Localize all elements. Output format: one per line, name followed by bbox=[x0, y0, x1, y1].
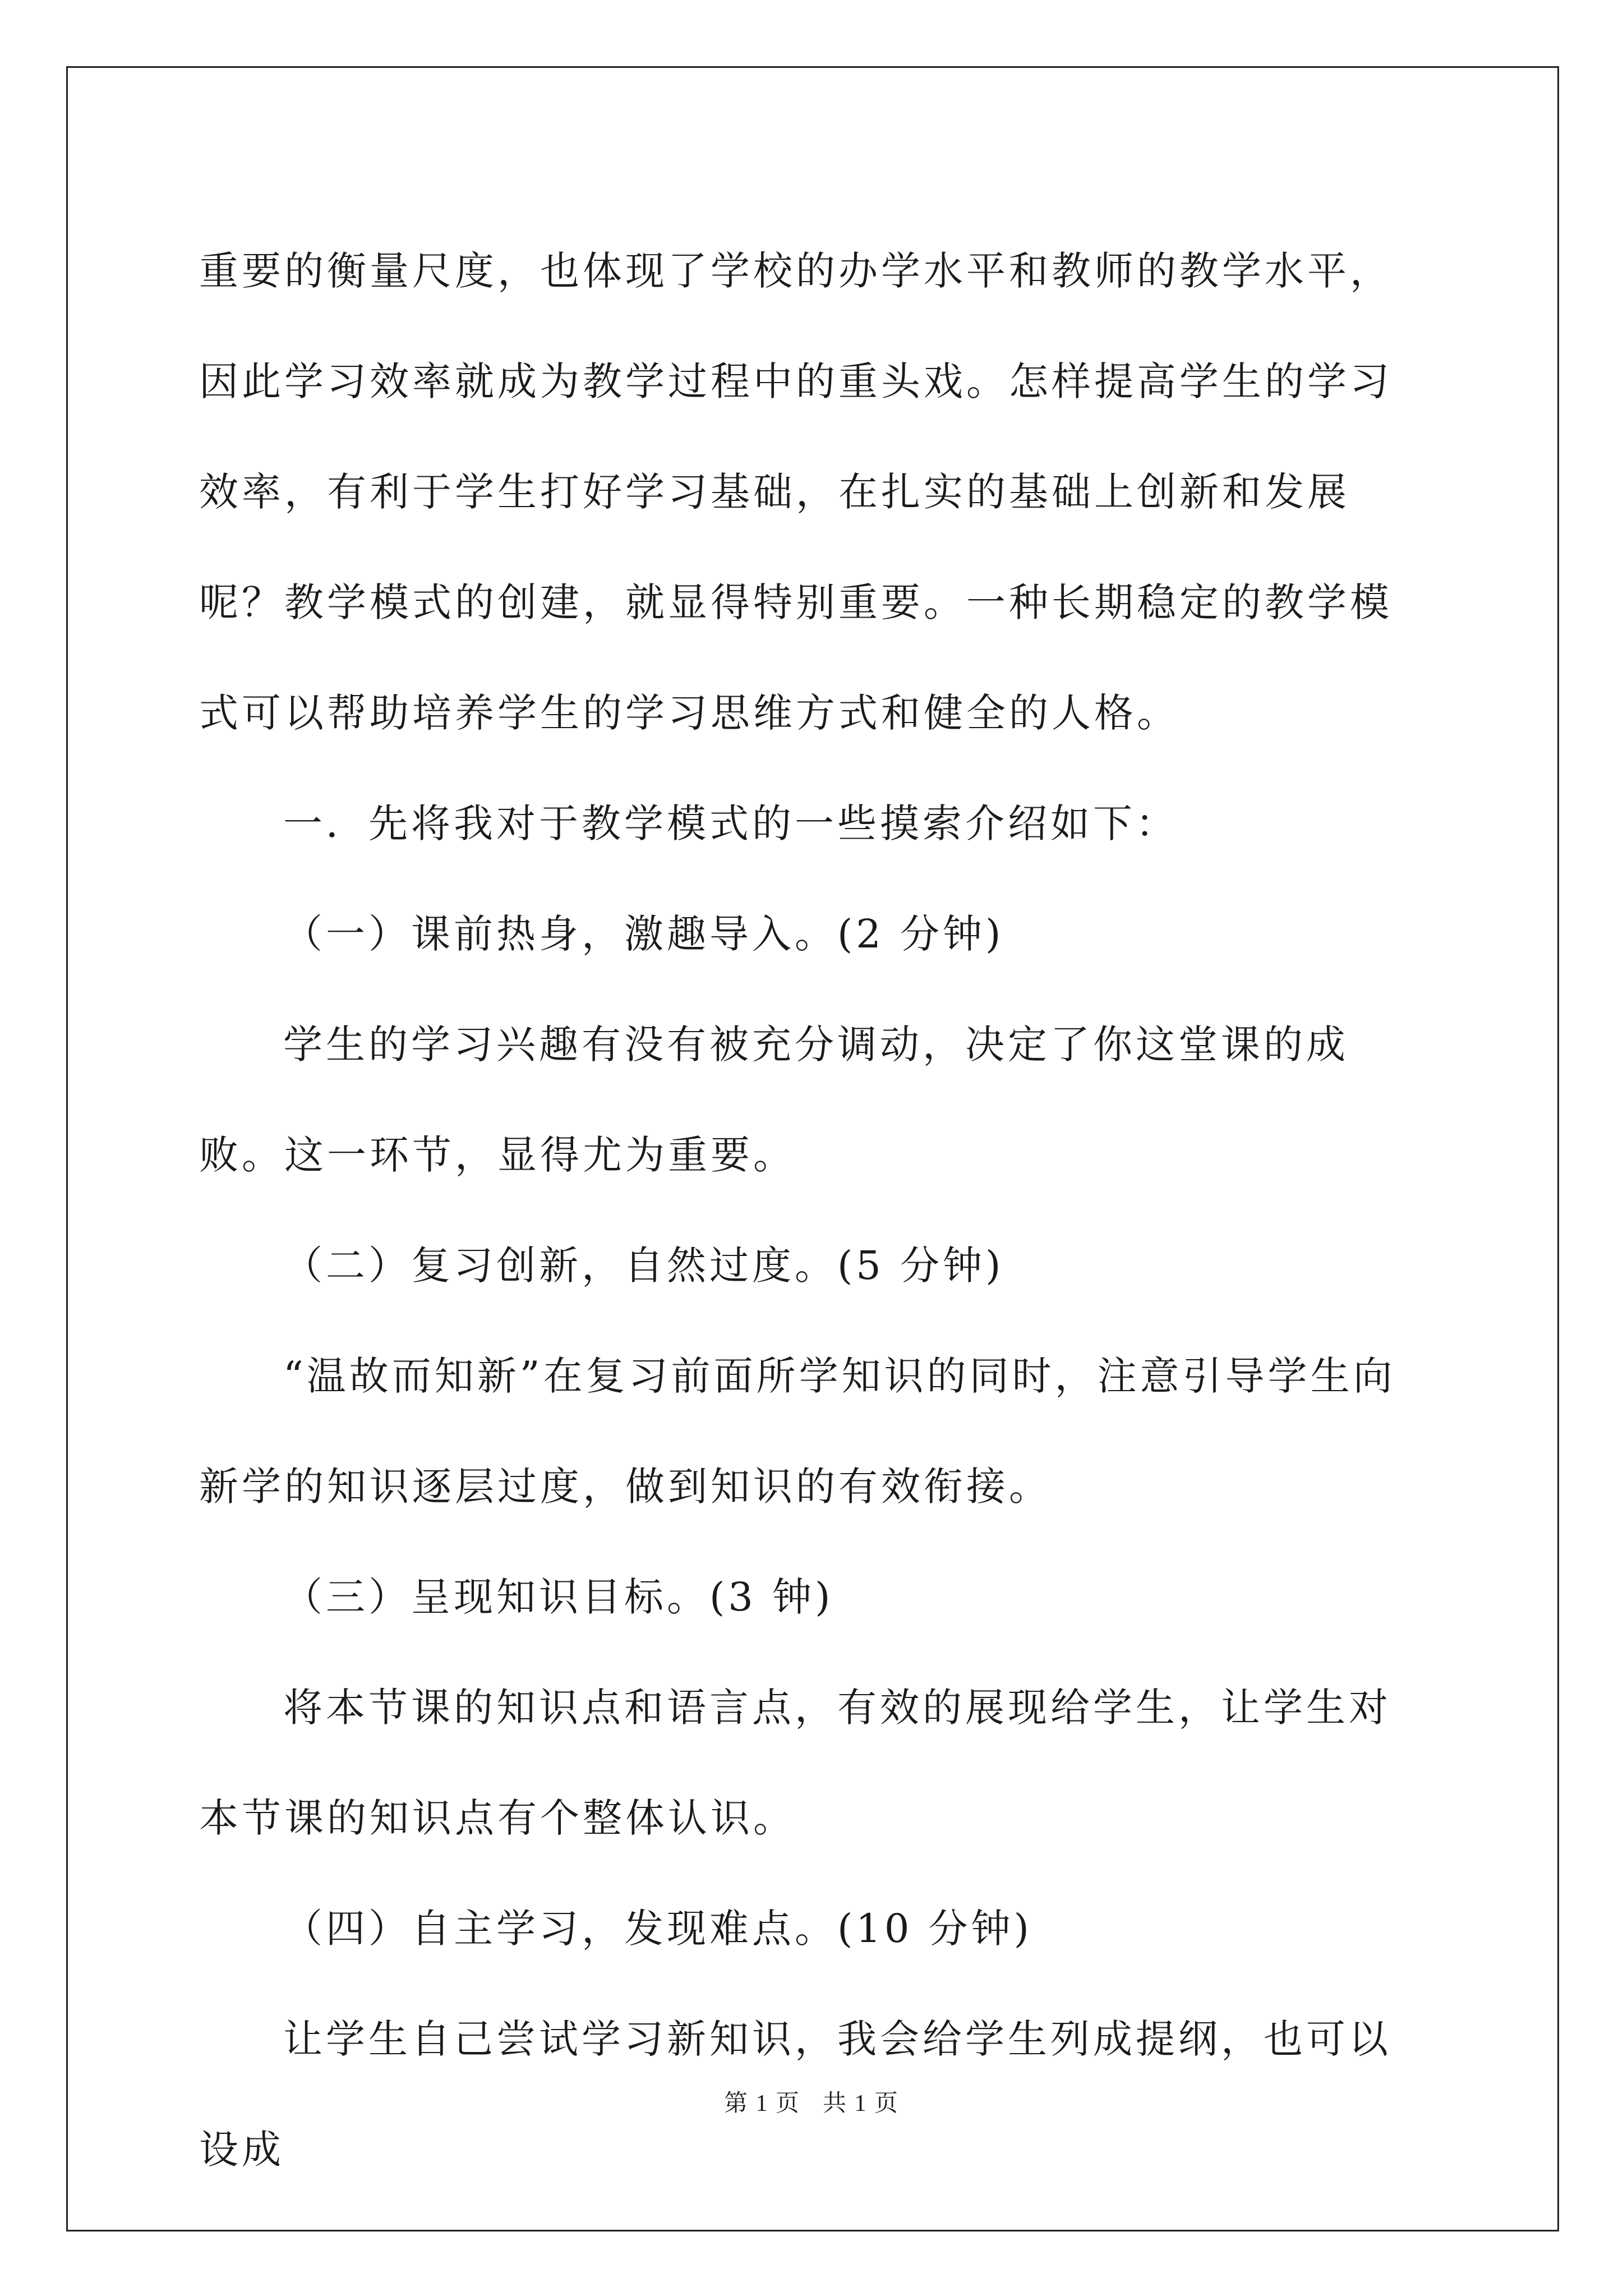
subheading-step-one: （一）课前热身，激趣导入。(2 分钟) bbox=[283, 911, 1004, 957]
paragraph-step-four: 让学生自己尝试学习新知识，我会给学生列成提纲，也可以设成 bbox=[199, 2016, 1391, 2173]
page-number: 第 1 页 bbox=[723, 2091, 800, 2116]
paragraph-step-one: 学生的学习兴趣有没有被充分调动，决定了你这堂课的成败。这一环节，显得尤为重要。 bbox=[199, 1022, 1349, 1178]
document-body bbox=[199, 216, 1433, 2205]
subheading-step-two: （二）复习创新，自然过度。(5 分钟) bbox=[283, 1243, 1004, 1289]
page-footer bbox=[0, 2087, 1623, 2120]
paragraph-step-two: “温故而知新”在复习前面所学知识的同时，注意引导学生向新学的知识逐层过度，做到知识的有效衔接。 bbox=[199, 1353, 1396, 1510]
page-total: 共 1 页 bbox=[823, 2091, 900, 2116]
paragraph-step-three: 将本节课的知识点和语言点，有效的展现给学生，让学生对本节课的知识点有个整体认识。 bbox=[199, 1685, 1391, 1841]
subheading-step-three: （三）呈现知识目标。(3 钟) bbox=[283, 1574, 834, 1620]
heading-section-one: 一．先将我对于教学模式的一些摸索介绍如下： bbox=[283, 800, 1178, 846]
paragraph-intro: 重要的衡量尺度，也体现了学校的办学水平和教师的教学水平，因此学习效率就成为教学过程中的重头戏。怎样提高学生的学习效率，有利于学生打好学习基础，在扎实的基础上创新和发展呢？教学模式的创建，就显得特别重要。一种长期稳定的教学模式可以帮助培养学生的学习思维方式和健全的人格。 bbox=[199, 248, 1393, 736]
subheading-step-four: （四）自主学习，发现难点。(10 分钟) bbox=[283, 1906, 1032, 1952]
